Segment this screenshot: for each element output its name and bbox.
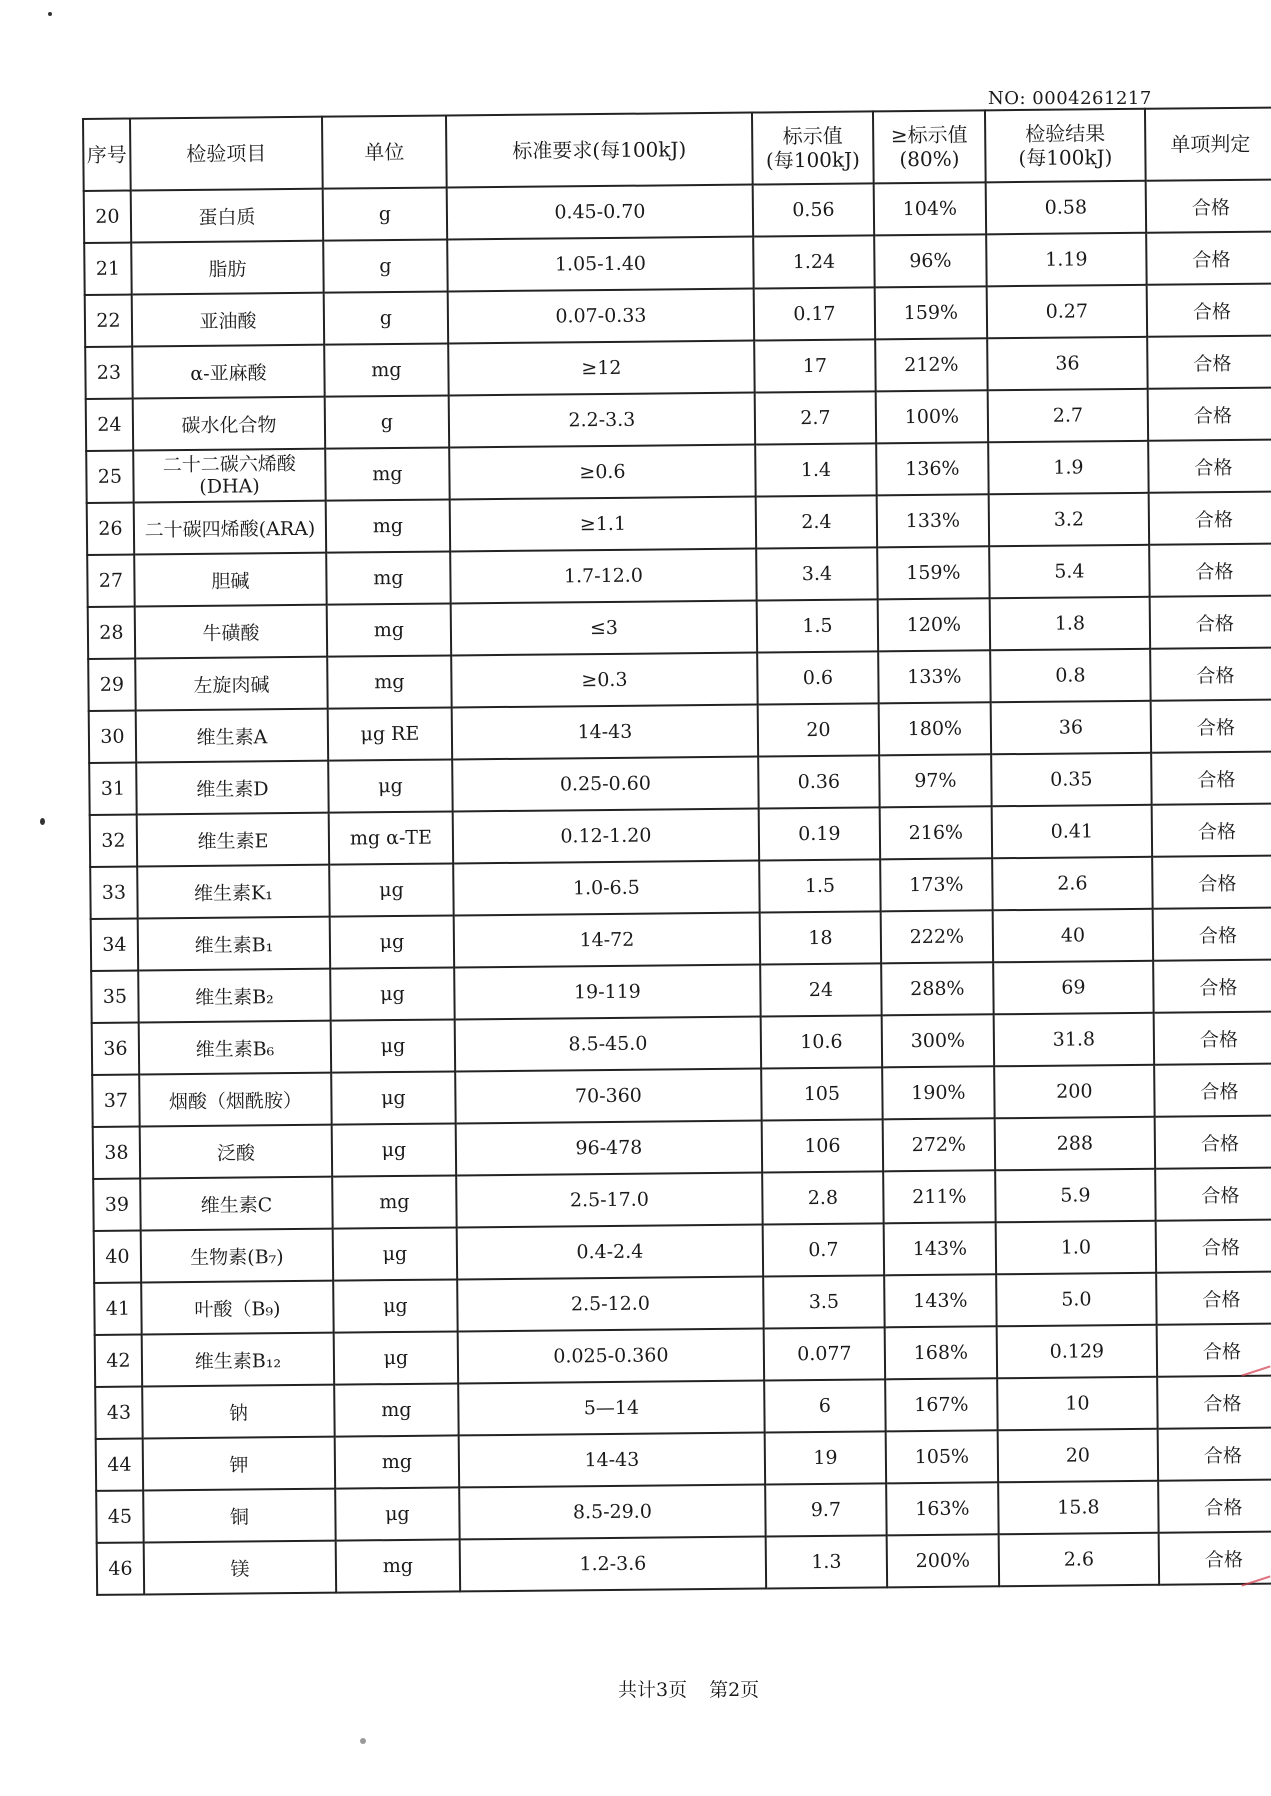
cell-judgement: 合格 (1153, 960, 1271, 1013)
cell-judgement: 合格 (1147, 336, 1271, 389)
cell-item: 二十二碳六烯酸 (DHA) (133, 449, 325, 503)
cell-standard: ≥0.3 (451, 653, 757, 708)
cell-result: 5.9 (995, 1169, 1155, 1223)
cell-ratio: 143% (884, 1222, 996, 1275)
cell-judgement: 合格 (1151, 700, 1271, 753)
cell-item: 钠 (142, 1385, 334, 1439)
cell-seq: 36 (92, 1022, 139, 1074)
cell-item: 二十碳四烯酸(ARA) (134, 501, 326, 555)
cell-label-value: 2.4 (756, 495, 877, 548)
cell-judgement: 合格 (1153, 908, 1271, 961)
cell-unit: μg (331, 1071, 455, 1124)
cell-seq: 20 (84, 191, 131, 243)
cell-standard: 2.5-12.0 (457, 1277, 763, 1332)
cell-item: 维生素K₁ (137, 865, 329, 919)
cell-ratio: 120% (878, 598, 990, 651)
cell-result: 1.19 (986, 233, 1146, 287)
cell-result: 31.8 (994, 1013, 1154, 1067)
cell-unit: g (324, 291, 448, 344)
cell-seq: 41 (94, 1282, 141, 1334)
cell-result: 2.7 (988, 389, 1148, 443)
cell-seq: 22 (85, 295, 132, 347)
cell-item: 维生素C (140, 1177, 332, 1231)
cell-item: 维生素B₂ (138, 969, 330, 1023)
cell-ratio: 143% (884, 1274, 996, 1327)
cell-ratio: 97% (879, 754, 991, 807)
cell-standard: 0.4-2.4 (457, 1225, 763, 1280)
cell-item: 叶酸（B₉) (141, 1281, 333, 1335)
footer-total-pages: 共计3页 (618, 1679, 688, 1701)
cell-result: 36 (987, 337, 1147, 391)
cell-label-value: 0.56 (753, 183, 874, 236)
cell-seq: 35 (91, 970, 138, 1022)
cell-judgement: 合格 (1146, 180, 1271, 233)
cell-judgement: 合格 (1149, 492, 1271, 545)
cell-label-value: 17 (754, 339, 875, 392)
cell-judgement: 合格 (1150, 596, 1271, 649)
scan-speck (40, 818, 45, 825)
header-result: 检验结果 (每100kJ) (985, 109, 1146, 183)
cell-ratio: 300% (882, 1014, 994, 1067)
cell-judgement: 合格 (1154, 1064, 1271, 1117)
cell-judgement: 合格 (1157, 1375, 1271, 1428)
cell-unit: μg (333, 1227, 457, 1280)
cell-ratio: 163% (886, 1482, 998, 1535)
cell-seq: 38 (93, 1126, 140, 1178)
cell-ratio: 159% (877, 546, 989, 599)
cell-ratio: 133% (877, 494, 989, 547)
cell-result: 0.8 (990, 649, 1150, 703)
table-header-row (83, 108, 1271, 191)
cell-judgement: 合格 (1159, 1531, 1271, 1584)
cell-ratio: 180% (879, 702, 991, 755)
cell-judgement: 合格 (1156, 1219, 1271, 1272)
cell-unit: mg (324, 343, 448, 396)
cell-label-value: 1.4 (755, 443, 876, 496)
header-judgement: 单项判定 (1145, 108, 1271, 181)
cell-ratio: 105% (886, 1430, 998, 1483)
cell-label-value: 18 (760, 911, 881, 964)
cell-seq: 28 (88, 607, 135, 659)
cell-judgement: 合格 (1155, 1167, 1271, 1220)
header-seq: 序号 (83, 119, 131, 191)
cell-item: 左旋肉碱 (135, 657, 327, 711)
cell-label-value: 9.7 (765, 1483, 886, 1536)
cell-seq: 33 (90, 867, 137, 919)
cell-seq: 29 (88, 659, 135, 711)
cell-label-value: 19 (765, 1431, 886, 1484)
cell-standard: ≤3 (451, 601, 757, 656)
cell-item: 维生素B₁₂ (142, 1333, 334, 1387)
cell-unit: μg (330, 967, 454, 1020)
cell-label-value: 2.7 (755, 391, 876, 444)
cell-seq: 30 (89, 711, 136, 763)
cell-unit: μg (333, 1279, 457, 1332)
cell-result: 2.6 (992, 857, 1152, 911)
cell-judgement: 合格 (1152, 856, 1271, 909)
cell-judgement: 合格 (1154, 1012, 1271, 1065)
cell-ratio: 173% (880, 858, 992, 911)
cell-unit: μg (335, 1487, 459, 1540)
cell-unit: mg (335, 1435, 459, 1488)
cell-unit: μg (332, 1123, 456, 1176)
cell-label-value: 1.24 (753, 235, 874, 288)
cell-unit: g (325, 395, 449, 448)
cell-standard: 19-119 (454, 965, 760, 1020)
cell-ratio: 168% (885, 1326, 997, 1379)
cell-judgement: 合格 (1158, 1479, 1271, 1532)
cell-ratio: 136% (876, 442, 988, 495)
cell-judgement: 合格 (1156, 1271, 1271, 1324)
cell-ratio: 211% (883, 1170, 995, 1223)
cell-unit: μg RE (328, 707, 452, 760)
scan-speck (48, 12, 52, 16)
cell-standard: 1.7-12.0 (450, 549, 756, 604)
cell-result: 1.0 (996, 1221, 1156, 1275)
cell-unit: mg (334, 1383, 458, 1436)
cell-label-value: 0.19 (759, 807, 880, 860)
cell-label-value: 3.4 (756, 547, 877, 600)
header-unit: 单位 (322, 116, 447, 189)
cell-standard: 0.12-1.20 (453, 809, 759, 864)
cell-item: 维生素B₆ (139, 1021, 331, 1075)
cell-result: 36 (991, 701, 1151, 755)
cell-label-value: 1.3 (766, 1535, 887, 1588)
cell-seq: 45 (96, 1490, 143, 1542)
cell-label-value: 1.5 (757, 599, 878, 652)
cell-standard: 14-72 (454, 913, 760, 968)
cell-seq: 26 (87, 503, 134, 555)
cell-ratio: 222% (881, 910, 993, 963)
cell-label-value: 0.6 (757, 651, 878, 704)
cell-standard: 14-43 (452, 705, 758, 760)
cell-item: 蛋白质 (131, 189, 323, 243)
cell-seq: 39 (93, 1178, 140, 1230)
cell-item: 维生素E (137, 813, 329, 867)
header-item: 检验项目 (130, 117, 323, 191)
cell-result: 0.35 (991, 753, 1151, 807)
cell-unit: mg (336, 1539, 460, 1592)
cell-label-value: 2.8 (762, 1171, 883, 1224)
cell-unit: μg (331, 1019, 455, 1072)
cell-standard: 1.0-6.5 (453, 861, 759, 916)
cell-seq: 31 (89, 763, 136, 815)
cell-judgement: 合格 (1146, 232, 1271, 285)
cell-seq: 24 (86, 399, 133, 451)
cell-ratio: 100% (876, 390, 988, 443)
cell-seq: 34 (91, 919, 138, 971)
cell-item: 亚油酸 (132, 293, 324, 347)
cell-ratio: 96% (874, 234, 986, 287)
cell-result: 2.6 (999, 1533, 1159, 1587)
cell-result: 1.9 (988, 441, 1148, 495)
cell-unit: μg (334, 1331, 458, 1384)
header-standard: 标准要求(每100kJ) (446, 113, 753, 188)
cell-seq: 37 (92, 1074, 139, 1126)
cell-item: α-亚麻酸 (132, 345, 324, 399)
cell-result: 3.2 (989, 493, 1149, 547)
cell-unit: μg (329, 863, 453, 916)
cell-judgement: 合格 (1147, 284, 1271, 337)
cell-standard: ≥0.6 (449, 445, 755, 500)
cell-standard: 1.05-1.40 (447, 237, 753, 292)
cell-result: 288 (995, 1117, 1155, 1171)
cell-unit: g (323, 188, 447, 241)
cell-item: 泛酸 (140, 1125, 332, 1179)
cell-standard: 5—14 (458, 1381, 764, 1436)
cell-ratio: 133% (878, 650, 990, 703)
cell-judgement: 合格 (1158, 1427, 1271, 1480)
cell-seq: 21 (84, 243, 131, 295)
cell-seq: 32 (90, 815, 137, 867)
cell-seq: 46 (97, 1542, 144, 1594)
cell-seq: 40 (94, 1230, 141, 1282)
cell-label-value: 0.7 (763, 1223, 884, 1276)
cell-label-value: 24 (760, 963, 881, 1016)
cell-seq: 43 (95, 1386, 142, 1438)
cell-standard: ≥12 (448, 341, 754, 396)
cell-standard: 8.5-45.0 (455, 1017, 761, 1072)
cell-result: 40 (993, 909, 1153, 963)
cell-result: 69 (993, 961, 1153, 1015)
cell-result: 200 (994, 1065, 1154, 1119)
cell-standard: 96-478 (456, 1121, 762, 1176)
cell-ratio: 104% (874, 182, 986, 235)
cell-unit: mg (326, 499, 450, 552)
cell-seq: 23 (85, 347, 132, 399)
cell-item: 碳水化合物 (133, 397, 325, 451)
cell-ratio: 159% (875, 286, 987, 339)
results-table (82, 107, 1271, 1596)
cell-standard: ≥1.1 (450, 497, 756, 552)
cell-result: 15.8 (998, 1481, 1158, 1535)
cell-judgement: 合格 (1151, 752, 1271, 805)
cell-label-value: 1.5 (759, 859, 880, 912)
cell-label-value: 10.6 (761, 1015, 882, 1068)
cell-judgement: 合格 (1152, 804, 1271, 857)
cell-label-value: 6 (764, 1379, 885, 1432)
cell-judgement: 合格 (1149, 544, 1271, 597)
cell-ratio: 216% (880, 806, 992, 859)
cell-result: 0.129 (997, 1325, 1157, 1379)
scan-speck (360, 1738, 366, 1744)
cell-label-value: 0.17 (754, 287, 875, 340)
cell-unit: mg α-TE (329, 811, 453, 864)
cell-seq: 27 (87, 555, 134, 607)
cell-standard: 70-360 (455, 1069, 761, 1124)
cell-label-value: 105 (761, 1067, 882, 1120)
cell-item: 胆碱 (134, 553, 326, 607)
cell-label-value: 106 (762, 1119, 883, 1172)
cell-label-value: 20 (758, 703, 879, 756)
cell-result: 0.58 (986, 181, 1146, 235)
cell-unit: mg (327, 603, 451, 656)
cell-unit: mg (327, 655, 451, 708)
cell-item: 镁 (144, 1541, 336, 1595)
table-row (97, 1531, 1271, 1594)
cell-item: 维生素B₁ (138, 917, 330, 971)
cell-standard: 8.5-29.0 (459, 1485, 765, 1540)
cell-judgement: 合格 (1157, 1323, 1271, 1376)
cell-ratio: 288% (881, 962, 993, 1015)
cell-seq: 25 (86, 451, 133, 503)
report-number: NO: 0004261217 (988, 88, 1152, 109)
cell-standard: 14-43 (459, 1433, 765, 1488)
cell-unit: μg (330, 915, 454, 968)
cell-result: 0.41 (992, 805, 1152, 859)
cell-item: 牛磺酸 (135, 605, 327, 659)
page-footer (618, 1675, 781, 1702)
cell-result: 20 (998, 1429, 1158, 1483)
cell-item: 维生素A (136, 709, 328, 763)
cell-ratio: 212% (875, 338, 987, 391)
header-ratio: ≥标示值 (80%) (873, 110, 986, 183)
cell-label-value: 0.077 (764, 1327, 885, 1380)
cell-judgement: 合格 (1148, 440, 1271, 493)
cell-ratio: 167% (885, 1378, 997, 1431)
cell-result: 0.27 (987, 285, 1147, 339)
cell-result: 1.8 (990, 597, 1150, 651)
cell-seq: 42 (95, 1334, 142, 1386)
results-table-wrapper (82, 107, 1271, 1596)
cell-item: 生物素(B₇) (141, 1229, 333, 1283)
cell-ratio: 200% (887, 1534, 999, 1587)
cell-unit: mg (325, 447, 449, 500)
cell-result: 5.4 (989, 545, 1149, 599)
cell-item: 烟酸（烟酰胺） (139, 1073, 331, 1127)
cell-standard: 0.07-0.33 (448, 289, 754, 344)
cell-label-value: 0.36 (758, 755, 879, 808)
cell-result: 5.0 (996, 1273, 1156, 1327)
cell-unit: mg (326, 551, 450, 604)
cell-judgement: 合格 (1150, 648, 1271, 701)
cell-judgement: 合格 (1155, 1116, 1271, 1169)
cell-seq: 44 (96, 1438, 143, 1490)
cell-standard: 2.2-3.3 (449, 393, 755, 448)
cell-item: 脂肪 (131, 241, 323, 295)
cell-standard: 1.2-3.6 (460, 1537, 766, 1592)
cell-ratio: 190% (882, 1066, 994, 1119)
cell-standard: 2.5-17.0 (456, 1173, 762, 1228)
cell-item: 铜 (143, 1489, 335, 1543)
cell-standard: 0.45-0.70 (447, 185, 753, 240)
cell-standard: 0.025-0.360 (458, 1329, 764, 1384)
cell-item: 维生素D (136, 761, 328, 815)
cell-ratio: 272% (883, 1118, 995, 1171)
cell-result: 10 (997, 1377, 1157, 1431)
cell-unit: μg (328, 759, 452, 812)
cell-standard: 0.25-0.60 (452, 757, 758, 812)
cell-label-value: 3.5 (763, 1275, 884, 1328)
cell-unit: mg (332, 1175, 456, 1228)
cell-item: 钾 (143, 1437, 335, 1491)
header-label-value: 标示值 (每100kJ) (752, 111, 874, 184)
cell-unit: g (323, 240, 447, 293)
footer-current-page: 第2页 (709, 1679, 760, 1701)
cell-judgement: 合格 (1148, 388, 1271, 441)
